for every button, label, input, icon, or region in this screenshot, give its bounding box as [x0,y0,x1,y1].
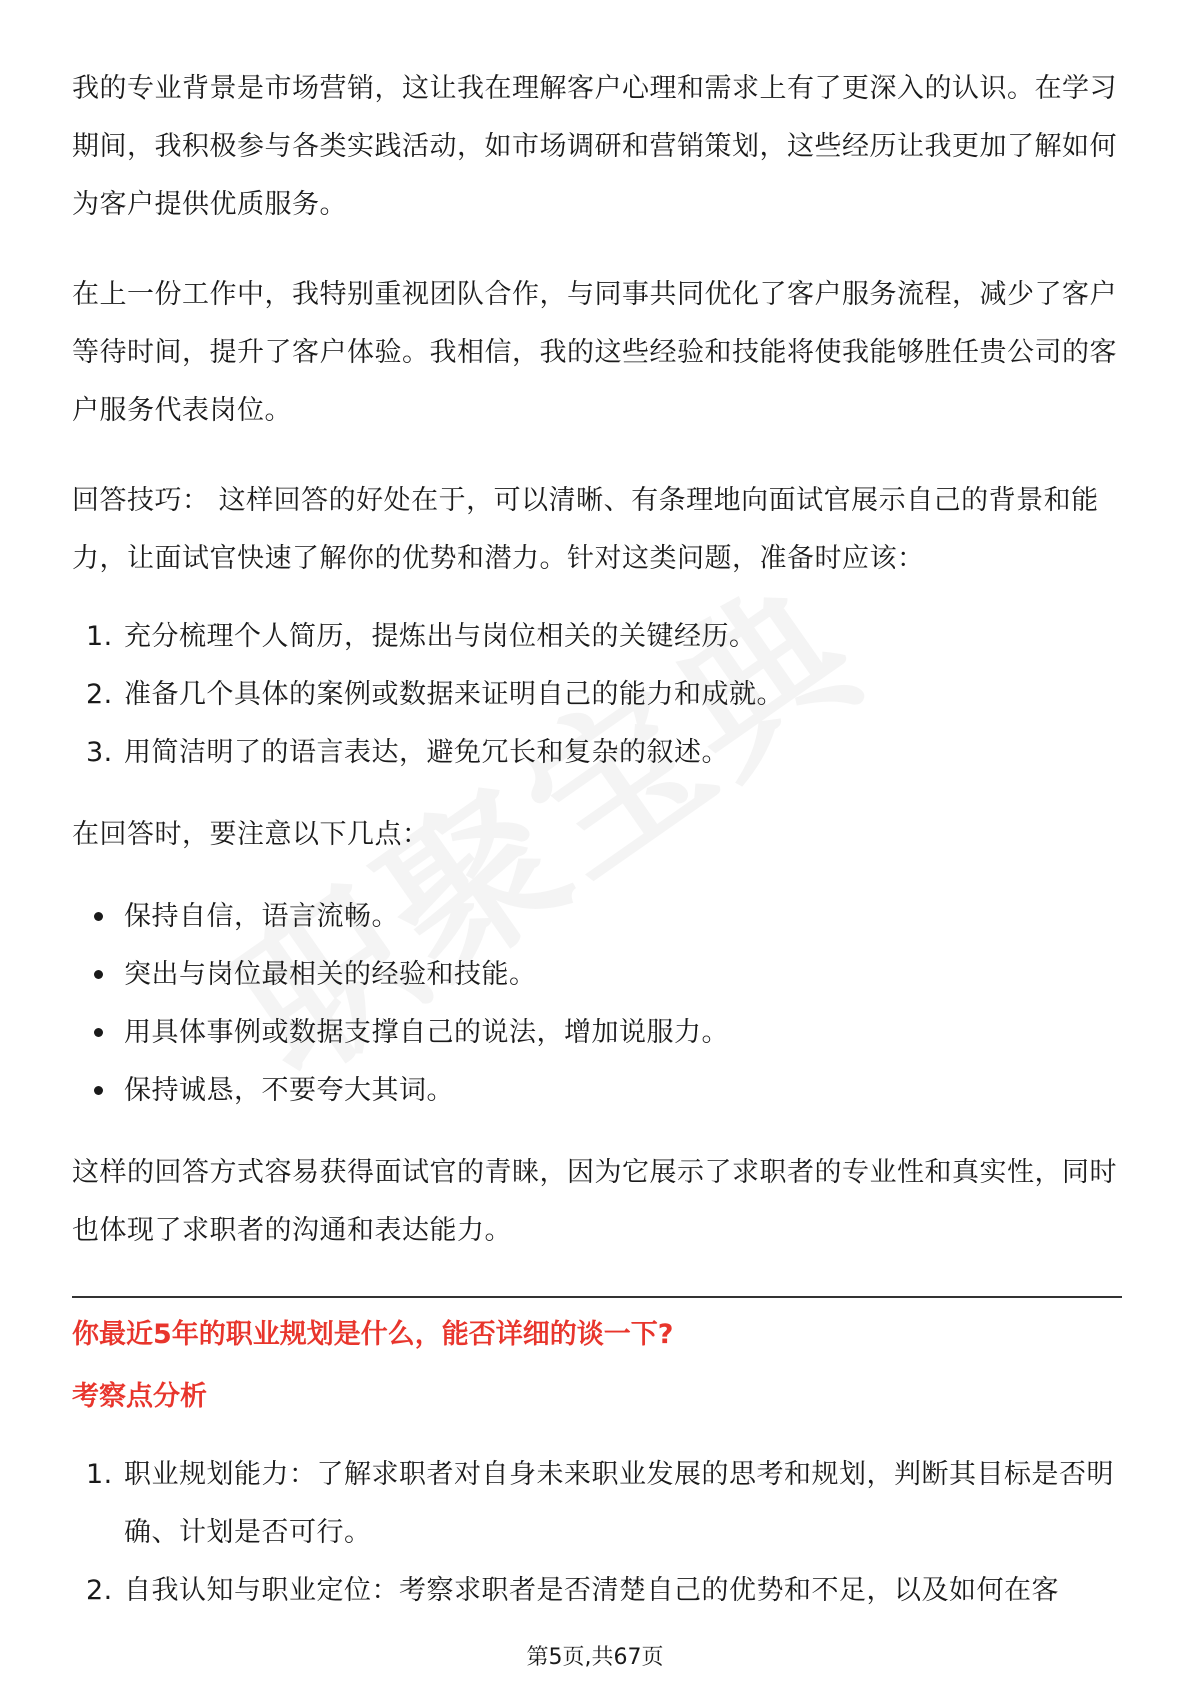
list-item-text: 准备几个具体的案例或数据来证明自己的能力和成就。 [124,679,784,710]
list-number: 3. [86,737,113,768]
list-number: 1. [86,1459,113,1490]
bullet-icon [94,912,103,921]
list-item [72,608,1122,666]
analysis-list [72,1446,1122,1620]
list-number: 2. [86,1575,113,1606]
list-item-text: 用具体事例或数据支撑自己的说法，增加说服力。 [124,1017,729,1048]
list-item-text: 充分梳理个人简历，提炼出与岗位相关的关键经历。 [124,621,757,652]
list-item [72,724,1122,782]
list-item-text: 保持自信，语言流畅。 [124,901,399,932]
list-item-text: 保持诚恳，不要夸大其词。 [124,1075,454,1106]
page-number: 第5页,共67页 [526,1645,664,1670]
page-content [72,60,1122,1620]
list-item [72,666,1122,724]
list-number: 1. [86,621,113,652]
list-item [72,1562,1122,1620]
list-item [72,888,1122,946]
list-item [72,1446,1122,1562]
bullet-icon [94,1086,103,1095]
question-heading: 你最近5年的职业规划是什么，能否详细的谈一下? [72,1319,674,1350]
attention-intro: 在回答时，要注意以下几点： [72,819,430,850]
bullet-icon [94,1028,103,1037]
paragraph-experience: 在上一份工作中，我特别重视团队合作，与同事共同优化了客户服务流程，减少了客户等待时间，提升了客户体验。我相信，我的这些经验和技能将使我能够胜任贵公司的客户服务代表岗位。 [72,279,1117,426]
bullet-icon [94,970,103,979]
list-item [72,1004,1122,1062]
list-item-text: 职业规划能力：了解求职者对自身未来职业发展的思考和规划，判断其目标是否明确、计划是否可行。 [124,1459,1114,1548]
list-item-text: 用简洁明了的语言表达，避免冗长和复杂的叙述。 [124,737,729,768]
list-item [72,1062,1122,1120]
prep-list [72,608,1122,782]
analysis-heading: 考察点分析 [72,1381,207,1412]
paragraph-conclusion: 这样的回答方式容易获得面试官的青睐，因为它展示了求职者的专业性和真实性，同时也体现了求职者的沟通和表达能力。 [72,1157,1117,1246]
list-item [72,946,1122,1004]
list-item-text: 自我认知与职业定位：考察求职者是否清楚自己的优势和不足，以及如何在客 [124,1575,1059,1606]
list-number: 2. [86,679,113,710]
paragraph-tips: 回答技巧： 这样回答的好处在于，可以清晰、有条理地向面试官展示自己的背景和能力，让面试官快速了解你的优势和潜力。针对这类问题，准备时应该： [72,485,1099,574]
list-item-text: 突出与岗位最相关的经验和技能。 [124,959,537,990]
paragraph-background: 我的专业背景是市场营销，这让我在理解客户心理和需求上有了更深入的认识。在学习期间，我积极参与各类实践活动，如市场调研和营销策划，这些经历让我更加了解如何为客户提供优质服务。 [72,73,1117,220]
attention-list [72,888,1122,1120]
